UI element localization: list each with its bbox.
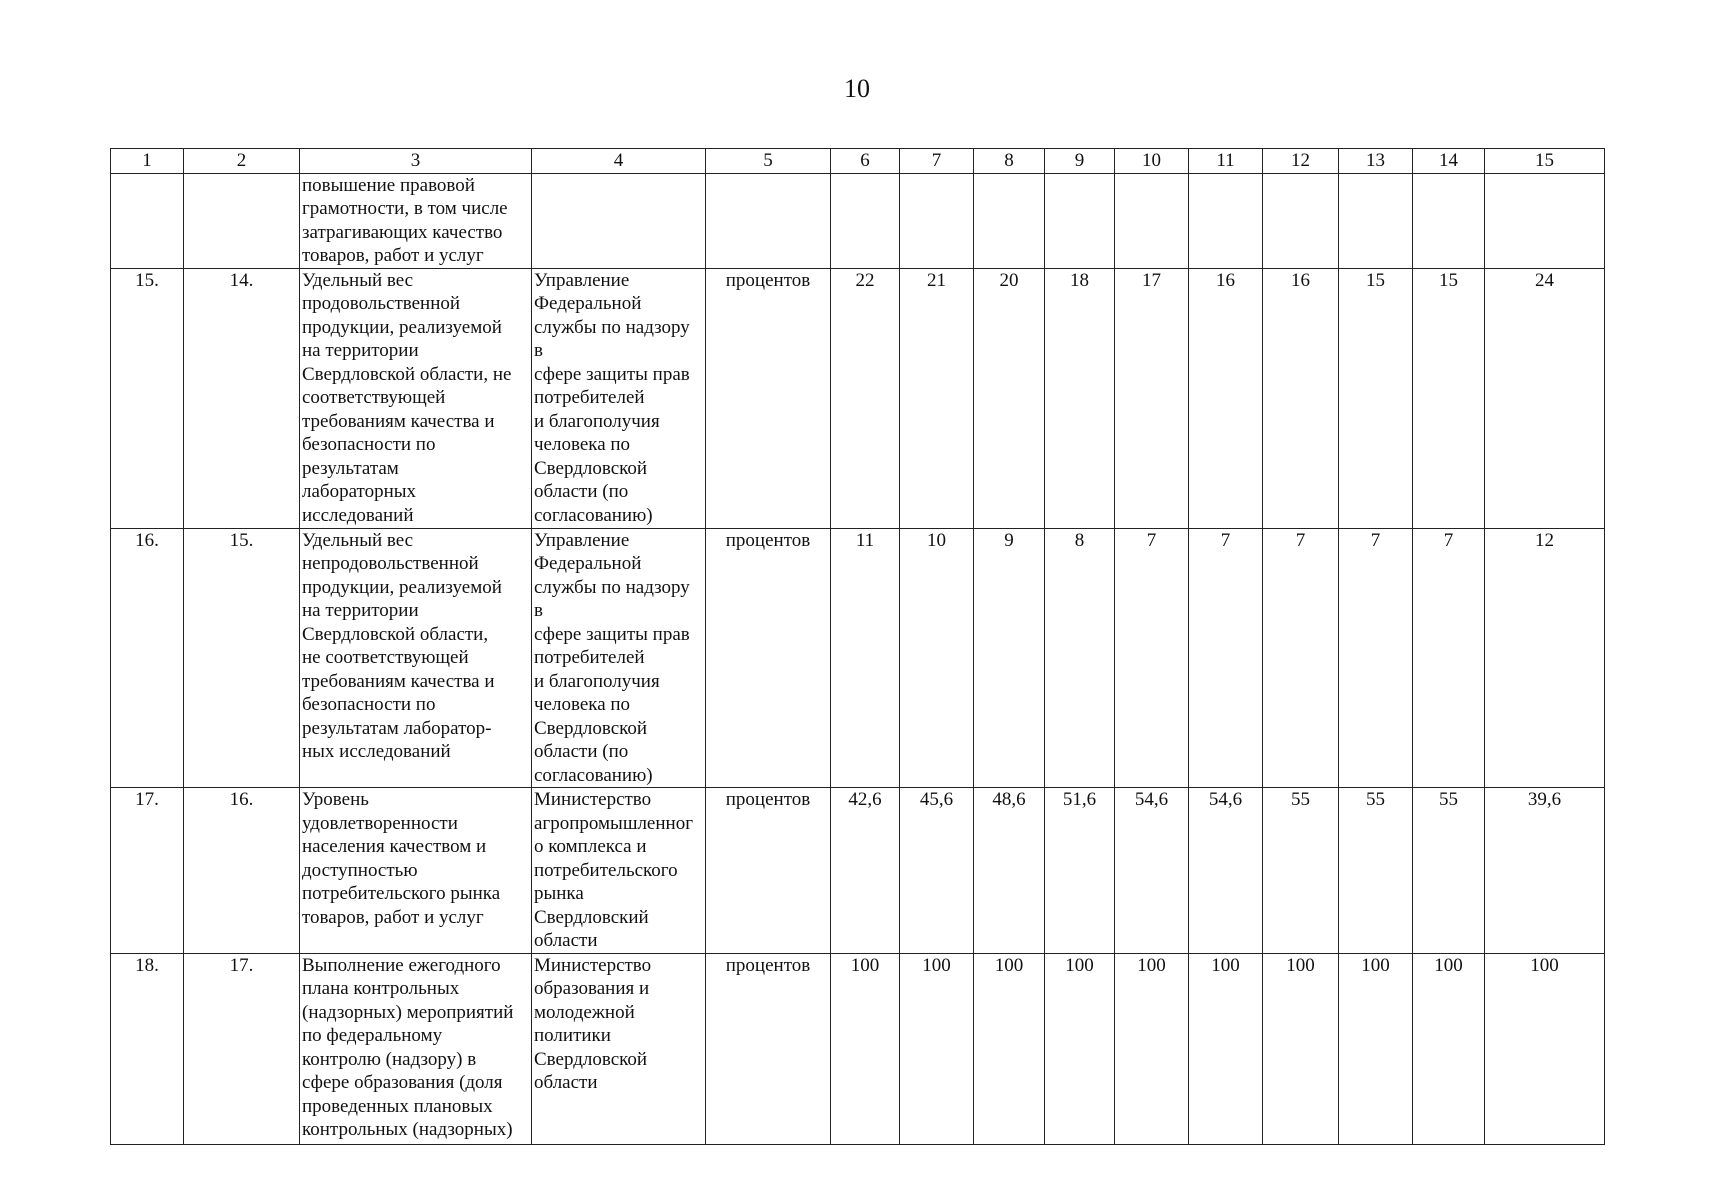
value-cell: 7	[1189, 528, 1263, 788]
value-cell: 100	[974, 953, 1045, 1144]
value-cell: 100	[1413, 953, 1485, 1144]
unit-cell	[706, 173, 831, 268]
table-row	[111, 173, 1605, 268]
value-cell	[1413, 173, 1485, 268]
row-number	[111, 173, 184, 268]
value-cell: 54,6	[1189, 788, 1263, 954]
page-number: 10	[844, 74, 870, 103]
value-cell: 21	[900, 268, 974, 528]
table-row	[111, 268, 1605, 528]
executor-name	[532, 173, 706, 268]
value-cell: 55	[1263, 788, 1339, 954]
value-cell: 100	[900, 953, 974, 1144]
column-number: 6	[831, 149, 900, 174]
column-number-row	[111, 149, 1605, 174]
unit-cell: процентов	[706, 953, 831, 1144]
column-number: 7	[900, 149, 974, 174]
value-cell: 7	[1263, 528, 1339, 788]
value-cell: 7	[1115, 528, 1189, 788]
value-cell: 7	[1413, 528, 1485, 788]
value-cell: 42,6	[831, 788, 900, 954]
value-cell: 54,6	[1115, 788, 1189, 954]
value-cell: 11	[831, 528, 900, 788]
value-cell	[900, 173, 974, 268]
value-cell: 17	[1115, 268, 1189, 528]
indicator-number: 15.	[184, 528, 300, 788]
executor-name: Министерство образования и молодежной политики Свердловской области	[532, 953, 706, 1144]
value-cell: 48,6	[974, 788, 1045, 954]
value-cell: 100	[831, 953, 900, 1144]
value-cell: 8	[1045, 528, 1115, 788]
indicator-number	[184, 173, 300, 268]
value-cell: 100	[1189, 953, 1263, 1144]
value-cell: 100	[1115, 953, 1189, 1144]
value-cell: 55	[1413, 788, 1485, 954]
indicator-name: Выполнение ежегодного плана контрольных (надзорных) мероприятий по федеральному контролю (надзору) в сфере образования (доля проведенных плановых контрольных (надзорных)	[300, 953, 532, 1144]
row-number: 17.	[111, 788, 184, 954]
value-cell: 10	[900, 528, 974, 788]
column-number: 9	[1045, 149, 1115, 174]
value-cell: 100	[1485, 953, 1605, 1144]
column-number: 1	[111, 149, 184, 174]
unit-cell: процентов	[706, 528, 831, 788]
value-cell	[831, 173, 900, 268]
table-row	[111, 953, 1605, 1144]
value-cell: 22	[831, 268, 900, 528]
indicator-name: Удельный вес непродовольственной продукции, реализуемой на территории Свердловской области, не соответствующей требованиям качества и безопасности по результатам лаборатор- ных исследований	[300, 528, 532, 788]
value-cell: 51,6	[1045, 788, 1115, 954]
column-number: 14	[1413, 149, 1485, 174]
indicators-table	[110, 148, 1605, 1145]
unit-cell: процентов	[706, 788, 831, 954]
value-cell: 12	[1485, 528, 1605, 788]
value-cell: 100	[1263, 953, 1339, 1144]
value-cell: 15	[1413, 268, 1485, 528]
column-number: 10	[1115, 149, 1189, 174]
value-cell: 100	[1045, 953, 1115, 1144]
value-cell: 18	[1045, 268, 1115, 528]
column-number: 15	[1485, 149, 1605, 174]
row-number: 15.	[111, 268, 184, 528]
table-row	[111, 528, 1605, 788]
executor-name: Управление Федеральной службы по надзору в сфере защиты прав потребителей и благополучия человека по Свердловской области (по согласованию)	[532, 268, 706, 528]
value-cell	[1115, 173, 1189, 268]
value-cell: 7	[1339, 528, 1413, 788]
indicator-name: Удельный вес продовольственной продукции, реализуемой на территории Свердловской области, не соответствующей требованиям качества и безопасности по результатам лабораторных исследований	[300, 268, 532, 528]
indicator-number: 17.	[184, 953, 300, 1144]
row-number: 18.	[111, 953, 184, 1144]
indicator-name: повышение правовой грамотности, в том числе затрагивающих качество товаров, работ и услуг	[300, 173, 532, 268]
value-cell: 39,6	[1485, 788, 1605, 954]
column-number: 12	[1263, 149, 1339, 174]
executor-name: Управление Федеральной службы по надзору в сфере защиты прав потребителей и благополучия человека по Свердловской области (по согласованию)	[532, 528, 706, 788]
value-cell: 9	[974, 528, 1045, 788]
unit-cell: процентов	[706, 268, 831, 528]
indicator-number: 14.	[184, 268, 300, 528]
value-cell: 100	[1339, 953, 1413, 1144]
value-cell	[1339, 173, 1413, 268]
row-number: 16.	[111, 528, 184, 788]
value-cell	[1485, 173, 1605, 268]
value-cell: 16	[1189, 268, 1263, 528]
indicator-number: 16.	[184, 788, 300, 954]
column-number: 2	[184, 149, 300, 174]
value-cell: 20	[974, 268, 1045, 528]
column-number: 13	[1339, 149, 1413, 174]
value-cell: 24	[1485, 268, 1605, 528]
column-number: 11	[1189, 149, 1263, 174]
indicator-name: Уровень удовлетворенности населения качеством и доступностью потребительского рынка товаров, работ и услуг	[300, 788, 532, 954]
table-row	[111, 788, 1605, 954]
value-cell: 16	[1263, 268, 1339, 528]
value-cell	[1189, 173, 1263, 268]
column-number: 3	[300, 149, 532, 174]
value-cell	[1263, 173, 1339, 268]
value-cell	[1045, 173, 1115, 268]
value-cell: 55	[1339, 788, 1413, 954]
executor-name: Министерство агропромышленног о комплекса и потребительского рынка Свердловский области	[532, 788, 706, 954]
value-cell: 15	[1339, 268, 1413, 528]
column-number: 8	[974, 149, 1045, 174]
column-number: 5	[706, 149, 831, 174]
value-cell: 45,6	[900, 788, 974, 954]
column-number: 4	[532, 149, 706, 174]
value-cell	[974, 173, 1045, 268]
